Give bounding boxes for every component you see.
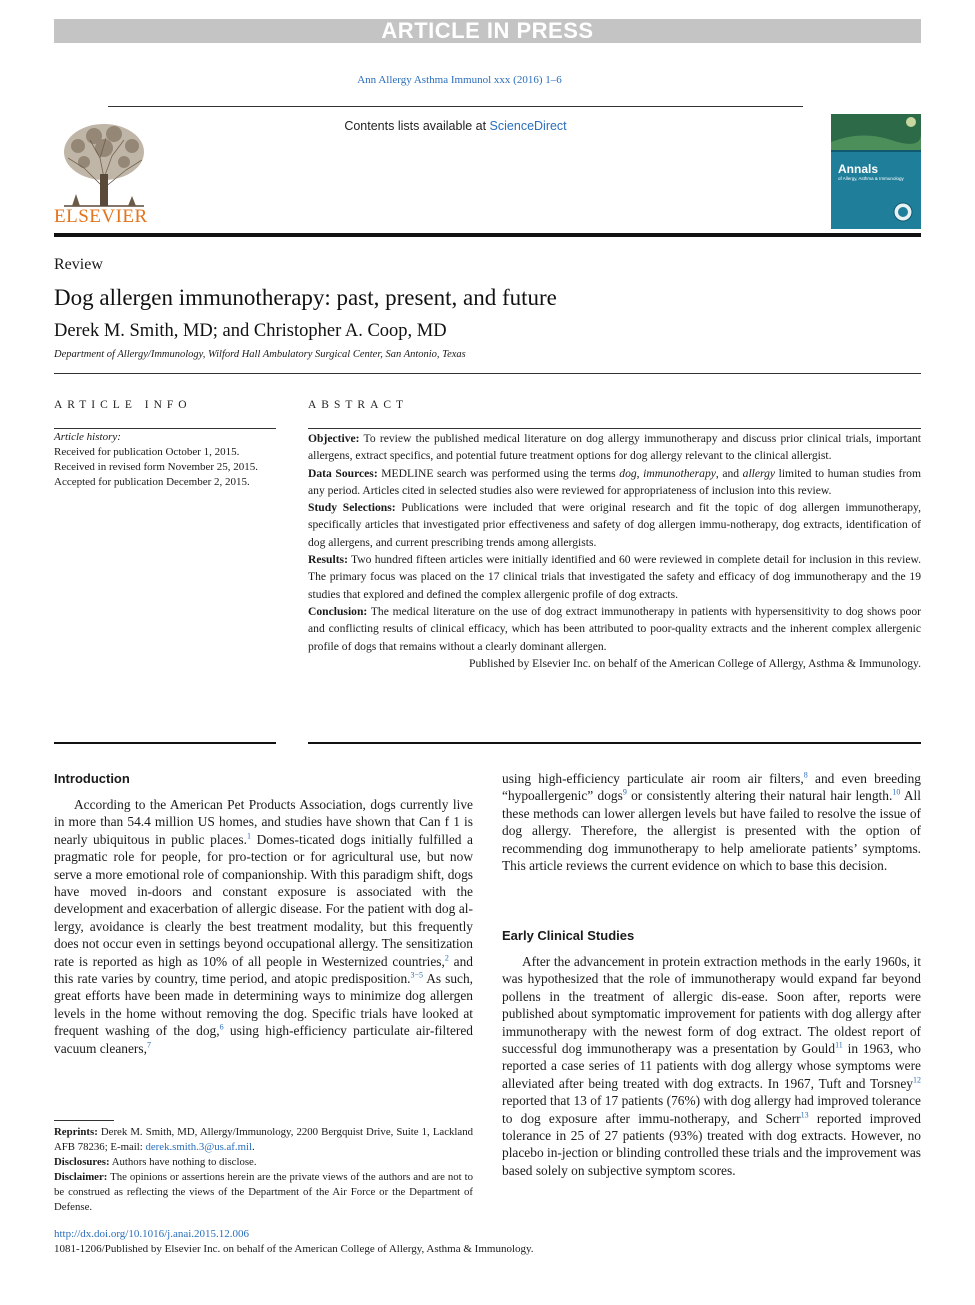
footnote-disclosures: Disclosures: Authors have nothing to disclose. xyxy=(54,1156,257,1168)
abstract-rule xyxy=(308,428,921,429)
history-accepted: Accepted for publication December 2, 2015. xyxy=(54,476,250,488)
ref-1[interactable]: 1 xyxy=(247,831,251,841)
early-clinical-studies-heading: Early Clinical Studies xyxy=(502,928,635,943)
footnote-reprints: Reprints: Derek M. Smith, MD, Allergy/Immunology, 2200 Bergquist Drive, Suite 1, Lackland AFB 78236; E-mail: derek.smith.3@us.af.mil. xyxy=(54,1126,473,1153)
journal-reference-link[interactable]: Ann Allergy Asthma Immunol xxx (2016) 1–6 xyxy=(357,74,562,86)
article-history xyxy=(54,430,279,490)
abstract-study-selections: Study Selections: Publications were included that were original research and fit the topic of dog allergen immunotherapy, specifically articles that investigated prior effectiveness and safety of dog allergen immu-notherapy, dog extracts, identification of dog allergens, and current prescribing trends among allergists. xyxy=(308,501,921,549)
contents-line xyxy=(108,119,803,133)
cover-subtitle: of Allergy, Asthma & Immunology xyxy=(838,176,904,181)
masthead-rule xyxy=(54,233,921,237)
ref-12[interactable]: 12 xyxy=(913,1075,921,1085)
abstract-body xyxy=(308,430,921,672)
abstract-heading: ABSTRACT xyxy=(308,399,409,411)
abstract-data-sources: Data Sources: MEDLINE search was performed using the terms dog, immunotherapy, and allergy limited to human studies from any period. Articles cited in selected studies also were reviewed for appropriateness of inclusion into this review. xyxy=(308,466,921,497)
contents-prefix: Contents lists available at xyxy=(344,119,490,133)
affiliation: Department of Allergy/Immunology, Wilford Hall Ambulatory Surgical Center, San Antonio, Texas xyxy=(54,349,466,360)
early-clinical-studies-paragraph: After the advancement in protein extraction methods in the early 1960s, it was hypothesized that the role of immunotherapy would expand far beyond pollens in the treatment of allergic dis-ease. Soon after, reports were published about symptomatic improvement for patients with dog allergy after immunotherapy with the newest form of dog extract. The oldest report of successful dog immunotherapy was a presentation by Gould$^{11}$ in 1963, who reported a case series of 11 patients with dog allergy whose symptoms were alleviated after being treated with dog extracts. In 1967, Tuft and Torsney$^{12}$ reported that 13 of 17 patients (76%) with dog allergy had improved tolerance to dog exposure after immu-notherapy, and Scherr$^{13}$ reported improved tolerance in 25 of 27 patients (93%) treated with dog extracts. However, no placebo in-jection or blinding controlled these trials and the improvement was based solely on subjective symptom scores. xyxy=(502,954,921,1178)
history-label: Article history: xyxy=(54,431,121,443)
ref-3-5[interactable]: 3−5 xyxy=(410,970,424,980)
ref-11[interactable]: 11 xyxy=(835,1040,843,1050)
title-rule xyxy=(54,373,921,374)
introduction-paragraph-right: using high-efficiency particulate air room air filters,$^8$ and even breeding “hypoallergenic” dogs$^9$ or consistently altering their natural hair length.$^{10}$ All these methods can lower allergen levels but have failed to resolve the issue of dog allergy. Therefore, the allergist is presented with the option of recommending dog immunotherapy to help ameliorate patients’ symptoms. This article reviews the current evidence on which to base this decision. xyxy=(502,770,921,874)
article-in-press-banner: ARTICLE IN PRESS xyxy=(54,19,921,43)
article-type: Review xyxy=(54,256,103,273)
history-received: Received for publication October 1, 2015. xyxy=(54,446,240,458)
introduction-paragraph-left: According to the American Pet Products Association, dogs currently live in more than 54.4 million US homes, and studies have shown that Can f 1 is nearly ubiquitous in public places.$^1$ Domes-ticated dogs initially fulfilled a pragmatic role for people, for pro-tection or for agricultural use, but now serve a more emotional role of companionship. With this paradigm shift, dogs have moved in-doors and constant exposure is associated with the development and exacerbation of allergic disease. For the patient with dog al-lergy, avoidance is clearly the best treatment modality, but this frequently does not occur even in settings beyond occupational allergy. The sensitization rate is reported as high as 10% of all people in Westernized countries,$^2$ and this rate varies by country, time period, and atopic predisposition.$^{3-5}$ As such, great efforts have been made in determining ways to minimize dog allergen levels in the home without removing the dog. Specific trials have looked at frequent washing of the dog,$^6$ using high-efficiency particulate air-filtered vacuum cleaners,$^7$ xyxy=(54,797,474,1056)
ref-8[interactable]: 8 xyxy=(803,770,808,780)
ref-6[interactable]: 6 xyxy=(219,1022,224,1032)
ref-13[interactable]: 13 xyxy=(800,1110,809,1120)
ref-7[interactable]: 7 xyxy=(146,1040,151,1050)
abstract-published-by: Published by Elsevier Inc. on behalf of the American College of Allergy, Asthma & Immunology. xyxy=(469,656,921,670)
article-authors: Derek M. Smith, MD; and Christopher A. Coop, MD xyxy=(54,321,447,341)
footnotes xyxy=(54,1125,473,1215)
sciencedirect-link[interactable]: ScienceDirect xyxy=(489,119,567,133)
issn-line: 1081-1206/Published by Elsevier Inc. on behalf of the American College of Allergy, Asthma & Immunology. xyxy=(54,1243,534,1255)
abstract-conclusion: Conclusion: The medical literature on the use of dog extract immunotherapy in patients with hypersensitivity to dog shows poor and conflicting results of clinical efficacy, which has been attributed to poor-quality extracts and the inherent complex allergenic profile of dogs that remains without a clearly dominant allergen. xyxy=(308,604,921,653)
header-rule xyxy=(108,106,803,107)
introduction-heading: Introduction xyxy=(54,771,130,786)
ref-2[interactable]: 2 xyxy=(444,953,449,963)
article-info-rule xyxy=(54,428,276,429)
ref-10[interactable]: 10 xyxy=(892,787,901,797)
cover-title: Annals xyxy=(838,162,879,176)
ref-9[interactable]: 9 xyxy=(622,787,627,797)
doi-link[interactable]: http://dx.doi.org/10.1016/j.anai.2015.12.006 xyxy=(54,1228,250,1240)
author-email-link[interactable]: derek.smith.3@us.af.mil xyxy=(145,1141,252,1153)
info-bottom-rule xyxy=(54,742,276,744)
footnote-disclaimer: Disclaimer: The opinions or assertions herein are the private views of the authors and are not to be construed as reflecting the views of the Department of the Air Force or the Department of Defense. xyxy=(54,1171,473,1213)
article-info-heading: ARTICLE INFO xyxy=(54,399,192,411)
abstract-objective: Objective: To review the published medical literature on dog allergy immunotherapy and discuss prior clinical trials, important allergens, extract specifics, and potential future treatment options for dog allergy relevant to the clinical allergist. xyxy=(308,432,921,463)
abstract-results: Results: Two hundred fifteen articles were initially identified and 60 were reviewed in complete detail for inclusion in this review. The primary focus was placed on the 17 clinical trials that investigated the safety and efficacy of dog immunotherapy and the 19 studies that explored and defined the complex allergenic profile of dog extracts. xyxy=(308,553,921,601)
history-revised: Received in revised form November 25, 2015. xyxy=(54,461,259,473)
footnote-rule xyxy=(54,1120,114,1121)
abstract-bottom-rule xyxy=(308,742,921,744)
article-title: Dog allergen immunotherapy: past, present, and future xyxy=(54,285,557,310)
elsevier-wordmark: ELSEVIER xyxy=(54,206,148,227)
